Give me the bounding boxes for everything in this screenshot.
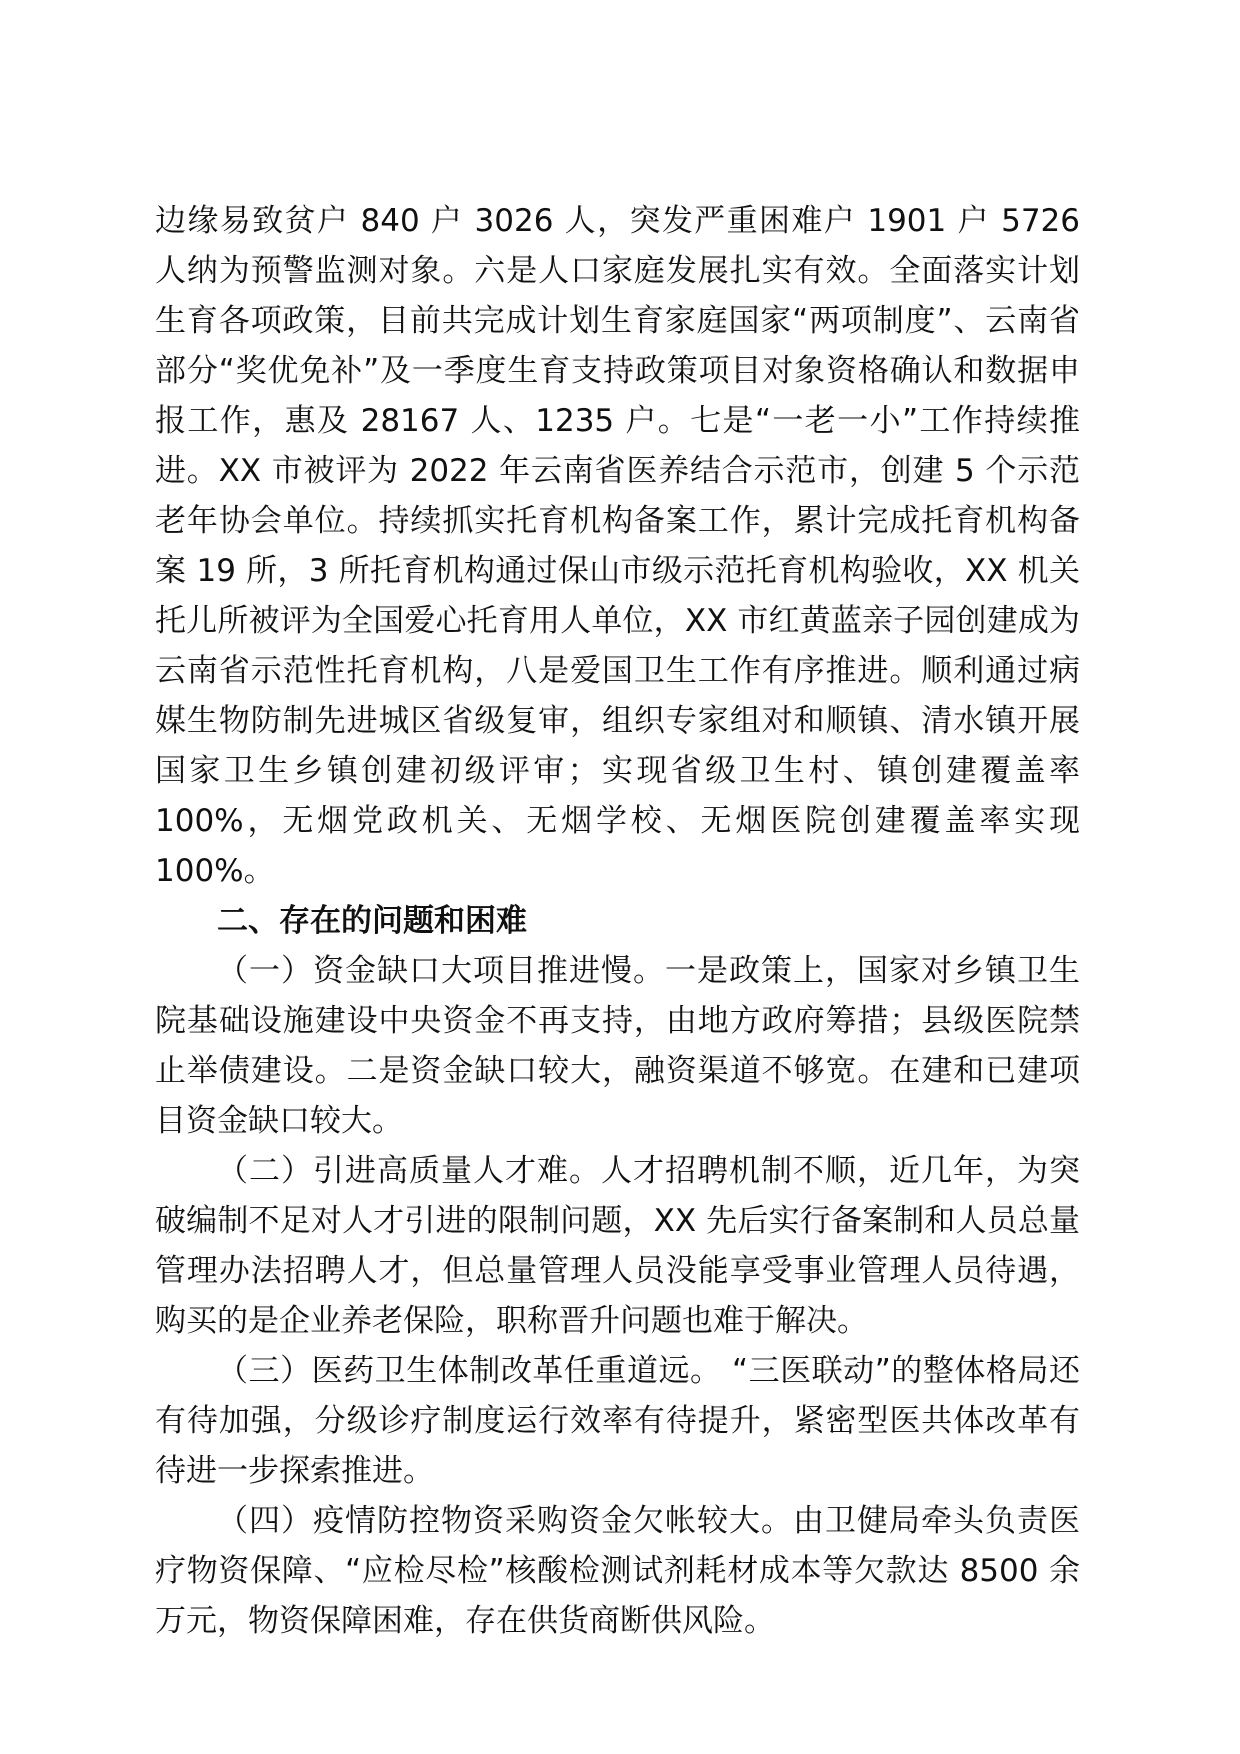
paragraph-continuation: 边缘易致贫户 840 户 3026 人，突发严重困难户 1901 户 5726 人纳为预警监测对象。六是人口家庭发展扎实有效。全面落实计划生育各项政策，目前共完成计划生育家庭国家“两项制度”、云南省部分“奖优免补”及一季度生育支持政策项目对象资格确认和数据申报工作，惠及 28167 人、1235 户。七是“一老一小”工作持续推进。XX 市被评为 2022 年云南省医养结合示范市，创建 5 个示范老年协会单位。持续抓实托育机构备案工作，累计完成托育机构备案 19 所，3 所托育机构通过保山市级示范托育机构验收，XX 机关托儿所被评为全国爱心托育用人单位，XX 市红黄蓝亲子园创建成为云南省示范性托育机构，八是爱国卫生工作有序推进。顺利通过病媒生物防制先进城区省级复审，组织专家组对和顺镇、清水镇开展国家卫生乡镇创建初级评审；实现省级卫生村、镇创建覆盖率 100%，无烟党政机关、无烟学校、无烟医院创建覆盖率实现 100%。 bbox=[155, 203, 1080, 889]
section-heading: 二、存在的问题和困难 bbox=[217, 903, 527, 939]
paragraph-issue-2: （二）引进高质量人才难。人才招聘机制不顺，近几年，为突破编制不足对人才引进的限制问题，XX 先后实行备案制和人员总量管理办法招聘人才，但总量管理人员没能享受事业管理人员待遇，购买的是企业养老保险，职称晋升问题也难于解决。 bbox=[155, 1153, 1080, 1339]
paragraph-issue-1: （一）资金缺口大项目推进慢。一是政策上，国家对乡镇卫生院基础设施建设中央资金不再支持，由地方政府筹措；县级医院禁止举债建设。二是资金缺口较大，融资渠道不够宽。在建和已建项目资金缺口较大。 bbox=[155, 953, 1080, 1139]
paragraph-issue-3: （三）医药卫生体制改革任重道远。 “三医联动”的整体格局还有待加强，分级诊疗制度运行效率有待提升，紧密型医共体改革有待进一步探索推进。 bbox=[155, 1353, 1080, 1489]
document-body bbox=[155, 196, 1080, 1646]
paragraph-issue-4: （四）疫情防控物资采购资金欠帐较大。由卫健局牵头负责医疗物资保障、“应检尽检”核酸检测试剂耗材成本等欠款达 8500 余万元，物资保障困难，存在供货商断供风险。 bbox=[155, 1503, 1080, 1639]
